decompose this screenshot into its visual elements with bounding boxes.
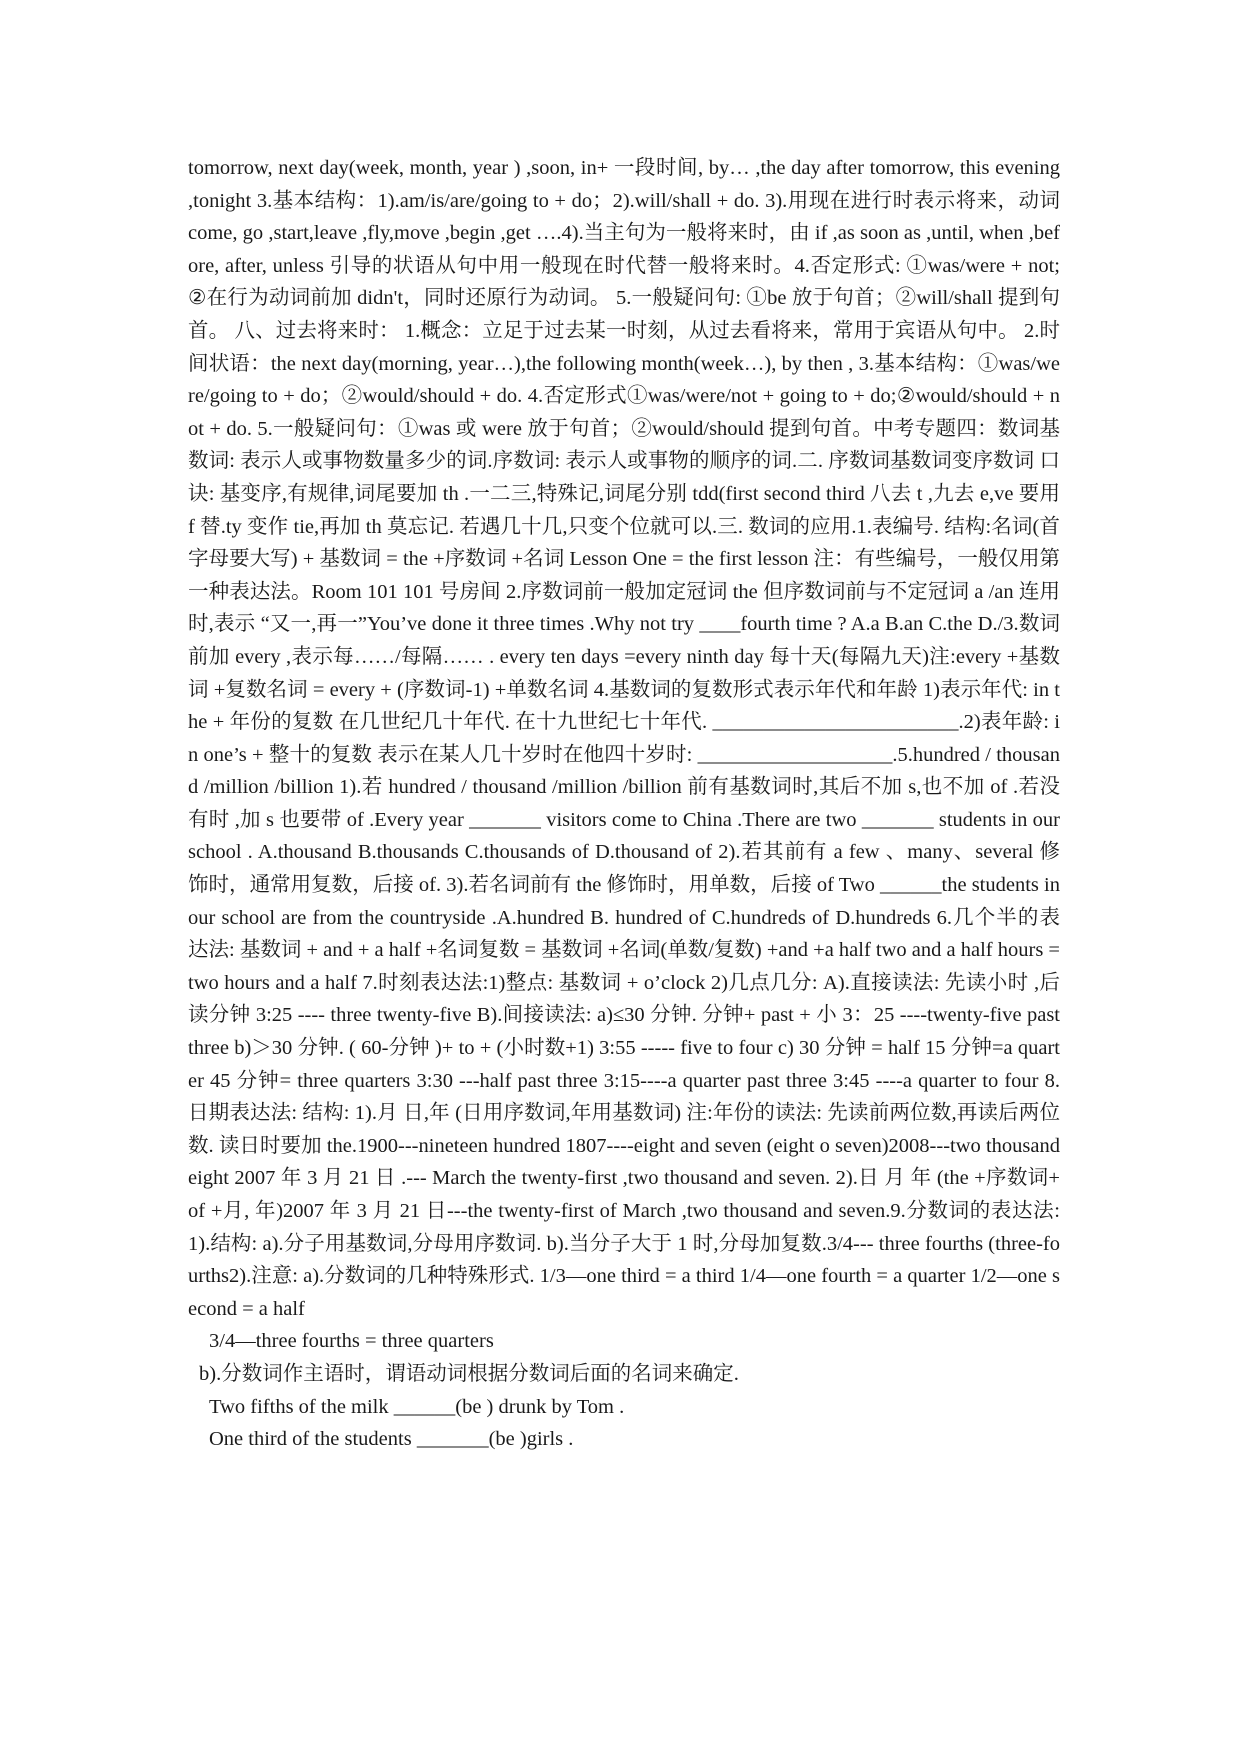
fraction-subject-rule: b).分数词作主语时，谓语动词根据分数词后面的名词来确定.: [199, 1362, 739, 1385]
main-paragraph: tomorrow, next day(week, month, year ) ,soon, in+ 一段时间, by… ,the day after tomorrow, this evening ,tonight 3.基本结构：1).am/is/are/going to + do；2).will/shall + do. 3).用现在进行时表示将来，动词 come, go ,start,leave ,fly,move ,begin ,get ….4).当主句为一般将来时，由 if ,as soon as ,until, when ,before, after, unless 引导的状语从句中用一般现在时代替一般将来时。4.否定形式: ①was/were + not; ②在行为动词前加 didn't，同时还原行为动词。 5.一般疑问句: ①be 放于句首；②will/shall 提到句首。 八、过去将来时： 1.概念：立足于过去某一时刻，从过去看将来，常用于宾语从句中。 2.时间状语：the next day(morning, year…),the following month(week…), by then , 3.基本结构：①was/were/going to + do；②would/should + do. 4.否定形式①was/were/not + going to + do;②would/should + not + do. 5.一般疑问句：①was 或 were 放于句首；②would/should 提到句首。中考专题四：数词基数词: 表示人或事物数量多少的词.序数词: 表示人或事物的顺序的词.二. 序数词基数词变序数词 口诀: 基变序,有规律,词尾要加 th .一二三,特殊记,词尾分别 tdd(first second third 八去 t ,九去 e,ve 要用 f 替.ty 变作 tie,再加 th 莫忘记. 若遇几十几,只变个位就可以.三. 数词的应用.1.表编号. 结构:名词(首字母要大写) + 基数词 = the +序数词 +名词 Lesson One = the first lesson 注：有些编号，一般仅用第一种表达法。Room 101 101 号房间 2.序数词前一般加定冠词 the 但序数词前与不定冠词 a /an 连用时,表示 “又一,再一”You’ve done it three times .Why not try ____fourth time ? A.a B.an C.the D./3.数词前加 every ,表示每……/每隔…… . every ten days =every ninth day 每十天(每隔九天)注:every +基数词 +复数名词 = every + (序数词-1) +单数名词 4.基数词的复数形式表示年代和年龄 1)表示年代: in the + 年份的复数 在几世纪几十年代. 在十九世纪七十年代. ________________________.2)表年龄: in one’s + 整十的复数 表示在某人几十岁时在他四十岁时: ___________________.5.hundred / thousand /million /billion 1).若 hundred / thousand /million /billion 前有基数词时,其后不加 s,也不加 of .若没有时 ,加 s 也要带 of .Every year _______ visitors come to China .There are two _______ students in our school . A.thousand B.thousands C.thousands of D.thousand of 2).若其前有 a few 、many、several 修饰时，通常用复数，后接 of. 3).若名词前有 the 修饰时，用单数，后接 of Two ______the students in our school are from the countryside .A.hundred B. hundred of C.hundreds of D.hundreds 6.几个半的表达法: 基数词 + and + a half +名词复数 = 基数词 +名词(单数/复数) +and +a half two and a half hours = two hours and a half 7.时刻表达法:1)整点: 基数词 + o’clock 2)几点几分: A).直接读法: 先读小时 ,后读分钟 3:25 ---- three twenty-five B).间接读法: a)≤30 分钟. 分钟+ past + 小 3：25 ----twenty-five past three b)＞30 分钟. ( 60-分钟 )+ to + (小时数+1) 3:55 ----- five to four c) 30 分钟 = half 15 分钟=a quarter 45 分钟= three quarters 3:30 ---half past three 3:15----a quarter past three 3:45 ----a quarter to four 8.日期表达法: 结构: 1).月 日,年 (日用序数词,年用基数词) 注:年份的读法: 先读前两位数,再读后两位数. 读日时要加 the.1900---nineteen hundred 1807----eight and seven (eight o seven)2008---two thousand eight 2007 年 3 月 21 日 .--- March the twenty-first ,two thousand and seven. 2).日 月 年 (the +序数词+of +月, 年)2007 年 3 月 21 日---the twenty-first of March ,two thousand and seven.9.分数词的表达法: 1).结构: a).分子用基数词,分母用序数词. b).当分子大于 1 时,分母加复数.3/4--- three fourths (three-fourths2).注意: a).分数词的几种特殊形式. 1/3—one third = a third 1/4—one fourth = a quarter 1/2—one second = a half: [188, 157, 1060, 1320]
exercise-line-2: One third of the students _______(be )girls .: [209, 1428, 574, 1451]
document-body: [188, 152, 1060, 1456]
exercise-line-1: Two fifths of the milk ______(be ) drunk by Tom .: [209, 1395, 625, 1418]
fraction-example-line: 3/4—three fourths = three quarters: [209, 1330, 494, 1353]
